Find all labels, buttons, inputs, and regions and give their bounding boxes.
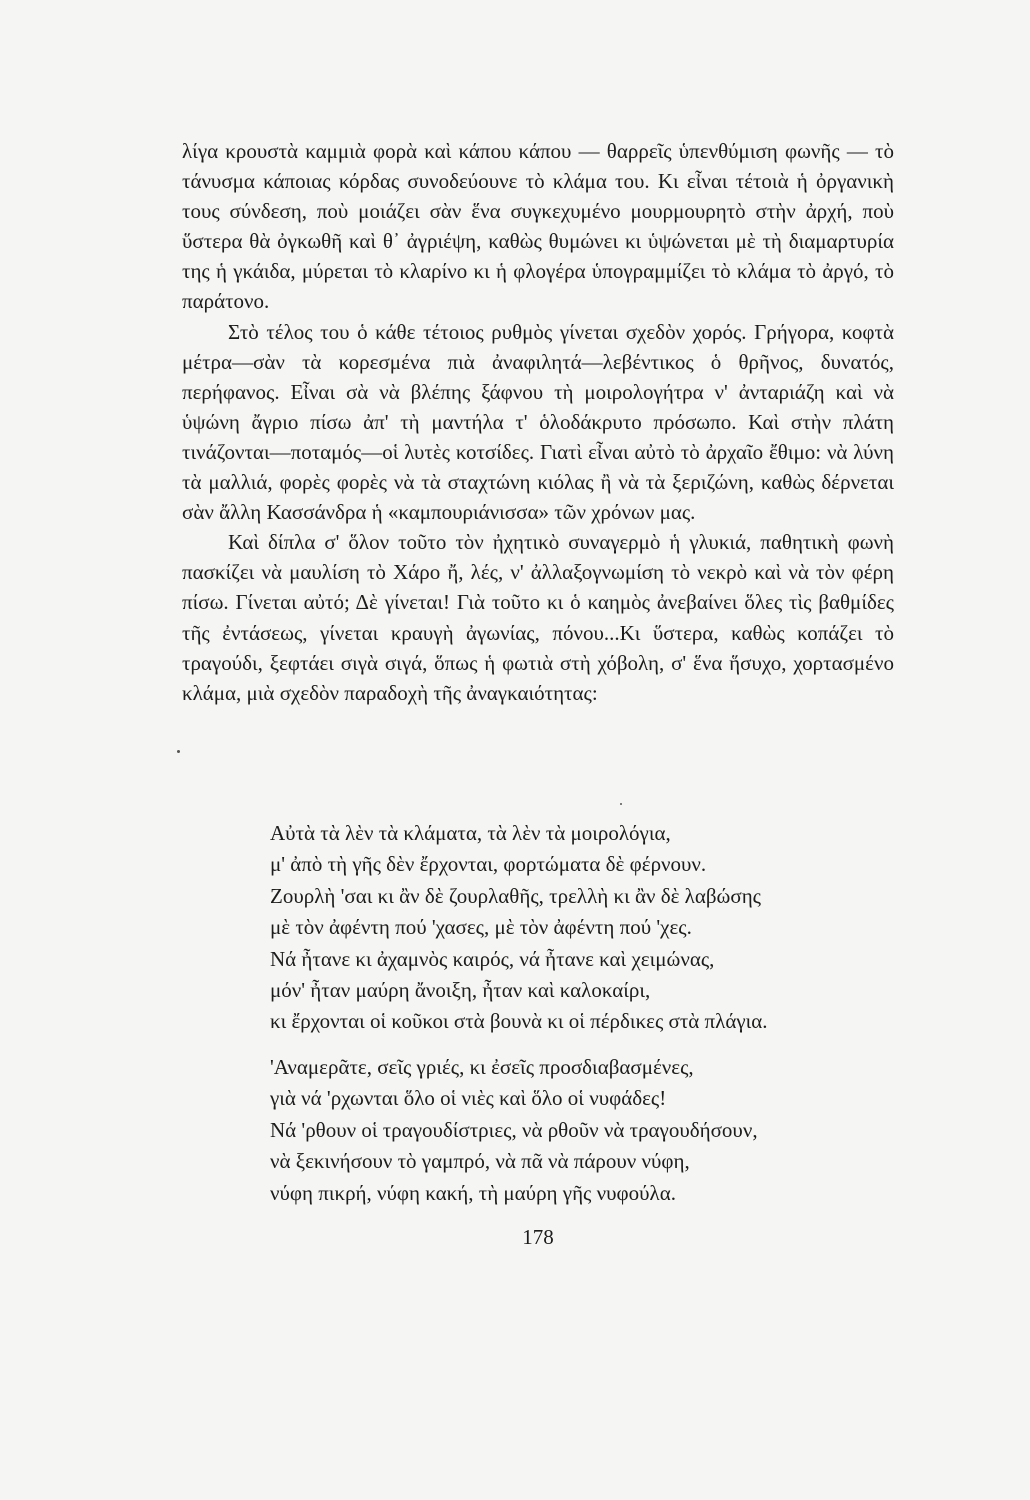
poem-line: μόν' ἦταν μαύρη ἄνοιξη, ἦταν καὶ καλοκαίρι,: [270, 978, 651, 1003]
paragraph-3: Καὶ δίπλα σ' ὅλον τοῦτο τὸν ἠχητικὸ συναγερμὸ ἡ γλυκιά, παθητικὴ φωνὴ πασκίζει νὰ μαυλίση τὸ Χάρο ἤ, λές, ν' ἀλλαξογνωμίση τὸ νεκρὸ καὶ νὰ τὸν φέρη πίσω. Γίνεται αὐτό; Δὲ γίνεται! Γιὰ τοῦτο κι ὁ καημὸς ἀνεβαίνει ὅλες τὶς βαθμίδες τῆς ἐντάσεως, γίνεται κραυγὴ ἀγωνίας, πόνου...Κι ὕστερα, καθὼς κοπάζει τὸ τραγούδι, ξεφτάει σιγὰ σιγά, ὅπως ἡ φωτιὰ στὴ χόβολη, σ' ἕνα ἥσυχο, χορτασμένο κλάμα, μιὰ σχεδὸν παραδοχὴ τῆς ἀναγκαιότητας:: [182, 530, 894, 705]
poem-line: γιὰ νά 'ρχωνται ὅλο οἱ νιὲς καὶ ὅλο οἱ νυφάδες!: [270, 1086, 667, 1111]
poem-stanza-2: [270, 1052, 910, 1209]
poem-line: μ' ἀπὸ τὴ γῆς δὲν ἔρχονται, φορτώματα δὲ φέρνουν.: [270, 852, 707, 877]
poem-line: 'Αναμερᾶτε, σεῖς γριές, κι ἐσεῖς προσδιαβασμένες,: [270, 1055, 694, 1079]
scan-speck: [177, 750, 180, 753]
prose-body: [182, 136, 894, 708]
poem-line: Αὐτὰ τὰ λὲν τὰ κλάματα, τὰ λὲν τὰ μοιρολόγια,: [270, 821, 671, 845]
poem-stanza-1: [270, 818, 910, 1038]
poem-line: νὰ ξεκινήσουν τὸ γαμπρό, νὰ πᾶ νὰ πάρουν νύφη,: [270, 1149, 690, 1174]
paragraph-1: λίγα κρουστὰ καμμιὰ φορὰ καὶ κάπου κάπου — θαρρεῖς ὑπενθύμιση φωνῆς — τὸ τάνυσμα κάποιας κόρδας συνοδεύουνε τὸ κλάμα του. Κι εἶναι τέτοιὰ ἡ ὀργανικὴ τους σύνδεση, ποὺ μοιάζει σὰν ἕνα συγκεχυμένο μουρμουρητὸ στὴν ἀρχή, ποὺ ὕστερα θὰ ὀγκωθῆ καὶ θ᾽ ἀγριέψη, καθὼς θυμώνει κι ὑψώνεται μὲ τὴ διαμαρτυρία της ἡ γκάιδα, μύρεται τὸ κλαρίνο κι ἡ φλογέρα ὑπογραμμίζει τὸ κλάμα τὸ ἀργό, τὸ παράτονο.: [182, 139, 894, 314]
poem-line: μὲ τὸν ἀφέντη πού 'χασες, μὲ τὸν ἀφέντη πού 'χες.: [270, 915, 692, 940]
poem-line: Νά ἦτανε κι ἀχαμνὸς καιρός, νά ἦτανε καὶ χειμώνας,: [270, 946, 715, 971]
poem-line: νύφη πικρή, νύφη κακή, τὴ μαύρη γῆς νυφούλα.: [270, 1180, 676, 1205]
poem-line: κι ἔρχονται οἱ κοῦκοι στὰ βουνὰ κι οἱ πέρδικες στὰ πλάγια.: [270, 1009, 768, 1034]
page-number: 178: [522, 1225, 554, 1249]
poem-line: Ζουρλὴ 'σαι κι ἂν δὲ ζουρλαθῆς, τρελλὴ κι ἂν δὲ λαβώσης: [270, 883, 761, 908]
paragraph-2: Στὸ τέλος του ὁ κάθε τέτοιος ρυθμὸς γίνεται σχεδὸν χορός. Γρήγορα, κοφτὰ μέτρα—σὰν τὰ κορεσμένα πιὰ ἀναφιλητά—λεβέντικος ὁ θρῆνος, δυνατός, περήφανος. Εἶναι σὰ νὰ βλέπης ξάφνου τὴ μοιρολογήτρα ν' ἀνταριάζη καὶ νὰ ὑψώνη ἄγριο πίσω ἀπ' τὴ μαντήλα τ' ὁλοδάκρυτο πρόσωπο. Καὶ στὴν πλάτη τινάζονται—ποταμός—οἱ λυτὲς κοτσίδες. Γιατὶ εἶναι αὐτὸ τὸ ἀρχαῖο ἔθιμο: νὰ λύνη τὰ μαλλιά, φορὲς φορὲς νὰ τὰ σταχτώνη κιόλας ἢ νὰ τὰ ξεριζώνη, καθὼς δέρνεται σὰν ἄλλη Κασσάνδρα ἡ «καμπουριάνισσα» τῶν χρόνων μας.: [182, 319, 894, 525]
poem-line: Νά 'ρθουν οἱ τραγουδίστριες, νὰ ρθοῦν νὰ τραγουδήσουν,: [270, 1117, 758, 1142]
scan-speck: [620, 803, 622, 805]
